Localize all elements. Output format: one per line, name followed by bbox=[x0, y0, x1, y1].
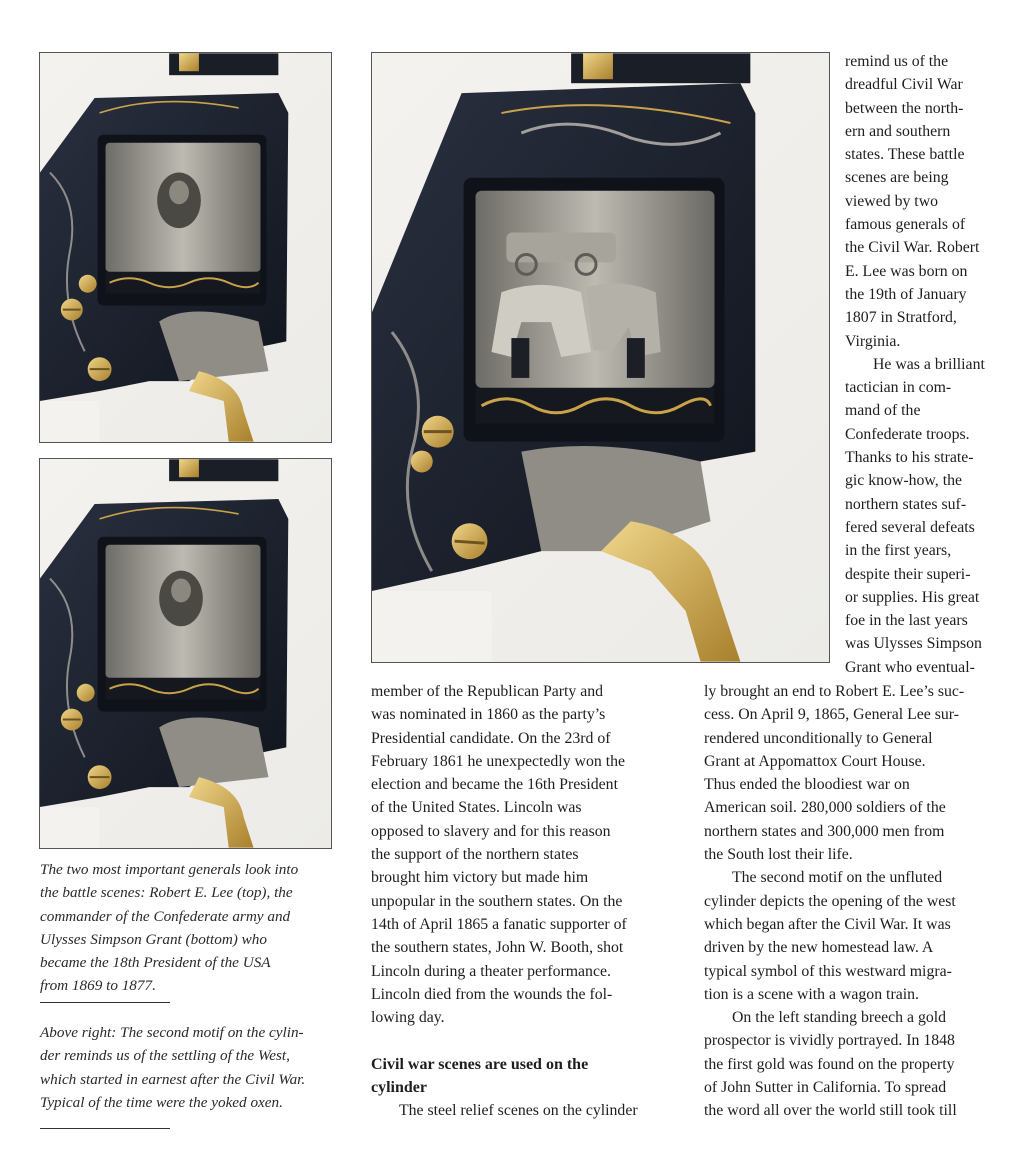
caption-line: the battle scenes: Robert E. Lee (top), the bbox=[40, 884, 293, 902]
body-line: the support of the northern states bbox=[371, 846, 579, 864]
body-line: 14th of April 1865 a fanatic supporter of bbox=[371, 915, 627, 933]
body-line: Grant at Appomattox Court House. bbox=[704, 752, 926, 770]
body-line: was Ulysses Simpson bbox=[845, 635, 982, 653]
body-line: Confederate troops. bbox=[845, 425, 970, 443]
body-line: The steel relief scenes on the cylinder bbox=[399, 1102, 638, 1120]
caption-line: became the 18th President of the USA bbox=[40, 954, 271, 972]
body-line: E. Lee was born on bbox=[845, 262, 968, 280]
body-line: typical symbol of this westward migra- bbox=[704, 962, 952, 980]
body-line: tion is a scene with a wagon train. bbox=[704, 985, 919, 1003]
caption-divider bbox=[40, 1002, 170, 1003]
middle-column bbox=[371, 680, 676, 1123]
photo-revolver-grant bbox=[39, 458, 332, 849]
body-line: scenes are being bbox=[845, 169, 949, 187]
caption-line: The two most important generals look into bbox=[40, 861, 299, 878]
body-line: Presidential candidate. On the 23rd of bbox=[371, 729, 611, 747]
photo-revolver-oxen bbox=[371, 52, 830, 663]
body-line: foe in the last years bbox=[845, 612, 968, 630]
body-line: the 19th of January bbox=[845, 285, 967, 303]
body-line: election and became the 16th President bbox=[371, 776, 618, 794]
body-line: On the left standing breech a gold bbox=[732, 1009, 947, 1027]
body-line: Thanks to his strate- bbox=[845, 449, 974, 467]
body-line: was nominated in 1860 as the party’s bbox=[371, 706, 606, 724]
body-line: American soil. 280,000 soldiers of the bbox=[704, 799, 946, 817]
body-line: cess. On April 9, 1865, General Lee sur- bbox=[704, 706, 959, 724]
body-line: northern states suf- bbox=[845, 495, 967, 513]
body-line: 1807 in Stratford, bbox=[845, 309, 957, 327]
body-line: which began after the Civil War. It was bbox=[704, 915, 951, 933]
body-line: cylinder depicts the opening of the west bbox=[704, 892, 956, 910]
caption-line: commander of the Confederate army and bbox=[40, 907, 291, 925]
body-line: despite their superi- bbox=[845, 565, 971, 583]
body-line: Virginia. bbox=[845, 332, 901, 350]
body-line: remind us of the bbox=[845, 53, 949, 70]
caption-divider bbox=[40, 1128, 170, 1129]
caption-west-motif bbox=[40, 1021, 340, 1114]
caption-generals bbox=[40, 858, 340, 998]
body-line: mand of the bbox=[845, 402, 921, 420]
photo-revolver-lee bbox=[39, 52, 332, 443]
body-line: He was a brilliant bbox=[873, 355, 985, 373]
body-line: in the first years, bbox=[845, 542, 952, 560]
body-line: the southern states, John W. Booth, shot bbox=[371, 939, 624, 957]
body-line: states. These battle bbox=[845, 146, 965, 164]
right-column-bottom bbox=[704, 680, 1009, 1123]
body-line: tactician in com- bbox=[845, 379, 952, 397]
body-line: lowing day. bbox=[371, 1009, 445, 1027]
body-line: ly brought an end to Robert E. Lee’s suc- bbox=[704, 683, 965, 700]
section-heading bbox=[371, 1053, 676, 1100]
body-line: unpopular in the southern states. On the bbox=[371, 892, 623, 910]
body-line: February 1861 he unexpectedly won the bbox=[371, 752, 625, 770]
body-line: prospector is vividly portrayed. In 1848 bbox=[704, 1032, 955, 1050]
body-line: northern states and 300,000 men from bbox=[704, 822, 945, 840]
caption-line: der reminds us of the settling of the West, bbox=[40, 1047, 290, 1065]
body-line: or supplies. His great bbox=[845, 588, 980, 606]
body-line: Lincoln died from the wounds the fol- bbox=[371, 985, 613, 1003]
body-line: viewed by two bbox=[845, 192, 939, 210]
body-line: famous generals of bbox=[845, 216, 966, 234]
body-line: opposed to slavery and for this reason bbox=[371, 822, 611, 840]
body-line: brought him victory but made him bbox=[371, 869, 589, 887]
heading-line: Civil war scenes are used on the bbox=[371, 1055, 589, 1073]
body-line: rendered unconditionally to General bbox=[704, 729, 933, 747]
revolver-engraving-image bbox=[40, 53, 331, 442]
body-line: dreadful Civil War bbox=[845, 76, 963, 94]
body-line: fered several defeats bbox=[845, 518, 975, 536]
body-line: gic know-how, the bbox=[845, 472, 962, 490]
body-line: Thus ended the bloodiest war on bbox=[704, 776, 910, 794]
caption-line: Typical of the time were the yoked oxen. bbox=[40, 1093, 283, 1111]
body-line: between the north- bbox=[845, 99, 964, 117]
body-line: the word all over the world still took till bbox=[704, 1102, 957, 1120]
caption-line: which started in earnest after the Civil War. bbox=[40, 1070, 306, 1088]
body-line: Lincoln during a theater performance. bbox=[371, 962, 611, 980]
body-line: The second motif on the unfluted bbox=[732, 869, 943, 887]
caption-line: from 1869 to 1877. bbox=[40, 977, 156, 995]
revolver-engraving-image bbox=[40, 459, 331, 848]
body-line: Grant who eventual- bbox=[845, 658, 975, 676]
caption-line: Ulysses Simpson Grant (bottom) who bbox=[40, 930, 267, 948]
body-line: member of the Republican Party and bbox=[371, 683, 604, 700]
revolver-engraving-image bbox=[372, 53, 829, 662]
body-line: of John Sutter in California. To spread bbox=[704, 1079, 947, 1097]
body-line: driven by the new homestead law. A bbox=[704, 939, 934, 957]
heading-line: cylinder bbox=[371, 1079, 427, 1097]
body-line: the Civil War. Robert bbox=[845, 239, 980, 257]
body-line: of the United States. Lincoln was bbox=[371, 799, 582, 817]
body-line: the first gold was found on the property bbox=[704, 1055, 955, 1073]
body-line: the South lost their life. bbox=[704, 846, 853, 864]
caption-line: Above right: The second motif on the cylin- bbox=[40, 1024, 304, 1041]
body-line: ern and southern bbox=[845, 122, 951, 140]
right-column-top bbox=[845, 50, 1015, 679]
